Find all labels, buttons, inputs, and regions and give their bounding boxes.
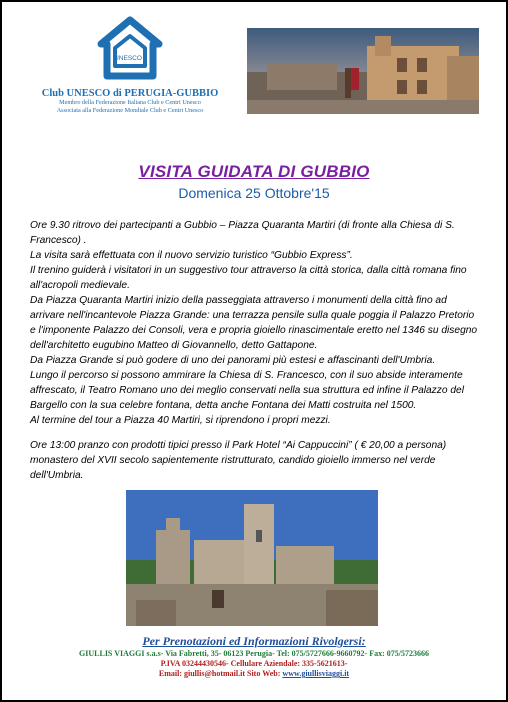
event-title: VISITA GUIDATA DI GUBBIO	[138, 162, 370, 181]
agency-email: Email: giullis@hotmail.it Sito Web:	[158, 669, 283, 678]
booking-info	[2, 634, 506, 679]
logo-ring-text: UNESCO	[114, 55, 142, 62]
paragraph-lunch: Ore 13:00 pranzo con prodotti tipici presso il Park Hotel “Ai Cappuccini” ( € 20,00 a persona) monastero del XVII secolo sapientemente ristrutturato, candido gioiello immerso nel verde dell'Umbria.	[30, 440, 447, 481]
club-subtitle-1: Membro della Federazione Italiana Club e Centri Unesco	[59, 99, 201, 106]
agency-contacts	[2, 669, 506, 679]
paragraph-service: La visita sarà effettuata con il nuovo servizio turistico “Gubbio Express”.	[30, 250, 353, 261]
agency-vat-phone: P.IVA 03244430546- Cellulare Aziendale: 335-5621613-	[160, 659, 348, 668]
gubbio-piazza-photo	[247, 28, 479, 114]
event-description	[30, 218, 482, 483]
paragraph-end: Al termine del tour a Piazza 40 Martiri, si riprendono i propri mezzi.	[30, 415, 331, 426]
club-logo	[30, 16, 230, 115]
paragraph-walk: Da Piazza Quaranta Martiri inizio della passeggiata attraverso i monumenti della città fino ad arrivare nell'incantevole Piazza Grande: una terrazza pensile sulla quale poggia il Palazzo Pretorio e l'imponente Palazzo dei Consoli, vera e propria gioiello rinascimentale eretto nel 1346 su disegno dell'architetto eugubino Matteo di Giovannello, detto Gattapone.	[30, 295, 478, 351]
gubbio-church-photo	[126, 490, 378, 626]
agency-address: GIULLIS VIAGGI s.a.s- Via Fabretti, 35- 06123 Perugia- Tel: 075/5727666-9660792- Fax: 075/5723666	[79, 649, 429, 658]
paragraph-train: Il trenino guiderà i visitatori in un suggestivo tour attraverso la città storica, dalla città romana fino all'acropoli medievale.	[30, 265, 467, 291]
paragraph-route: Lungo il percorso si possono ammirare la Chiesa di S. Francesco, con il suo abside interamente affrescato, il Teatro Romano uno dei meglio conservati nella sua struttura ed infine il Palazzo del Bargello con la sua celebre fontana, detta anche Fontana dei Matti costruita nel 1500.	[30, 370, 464, 411]
paragraph-meeting: Ore 9.30 ritrovo dei partecipanti a Gubbio – Piazza Quaranta Martiri (di fronte alla Chiesa di S. Francesco) .	[30, 220, 455, 246]
unesco-house-logo-icon	[95, 16, 165, 82]
booking-heading: Per Prenotazioni ed Informazioni Rivolgersi:	[142, 634, 366, 648]
club-subtitle-2: Associata alla Federazione Mondiale Club e Centri Unesco	[56, 107, 204, 114]
event-heading	[2, 162, 506, 201]
paragraph-panorama: Da Piazza Grande si può godere di uno dei panorami più estesi e affascinanti dell'Umbria.	[30, 355, 436, 366]
club-name: Club UNESCO di PERUGIA-GUBBIO	[41, 88, 219, 99]
event-date: Domenica 25 Ottobre'15	[178, 185, 330, 201]
agency-website-link[interactable]: www.giullisviaggi.it	[282, 669, 350, 678]
